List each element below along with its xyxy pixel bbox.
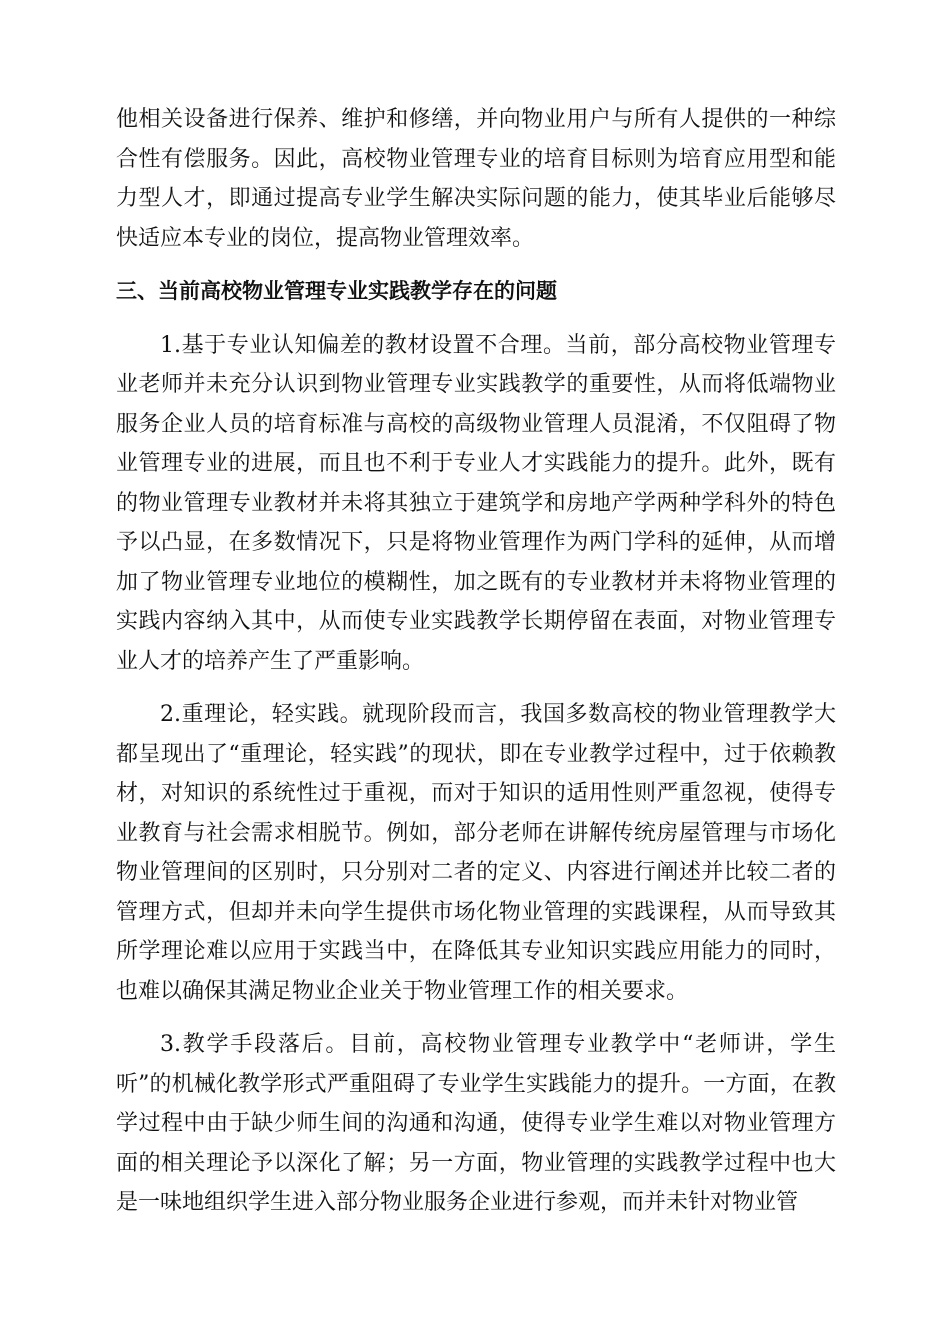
section-heading: 三、当前高校物业管理专业实践教学存在的问题 [116,279,557,303]
document-page [116,100,836,1223]
intro-paragraph: 他相关设备进行保养、维护和修缮，并向物业用户与所有人提供的一种综合性有偿服务。因此，高校物业管理专业的培育目标则为培育应用型和能力型人才，即通过提高专业学生解决实际问题的能力，使其毕业后能够尽快适应本专业的岗位，提高物业管理效率。 [116,107,836,251]
paragraph-1: 1.基于专业认知偏差的教材设置不合理。当前，部分高校物业管理专业老师并未充分认识到物业管理专业实践教学的重要性，从而将低端物业服务企业人员的培育标准与高校的高级物业管理人员混淆，不仅阻碍了物业管理专业的进展，而且也不利于专业人才实践能力的提升。此外，既有的物业管理专业教材并未将其独立于建筑学和房地产学两种学科外的特色予以凸显，在多数情况下，只是将物业管理作为两门学科的延伸，从而增加了物业管理专业地位的模糊性，加之既有的专业教材并未将物业管理的实践内容纳入其中，从而使专业实践教学长期停留在表面，对物业管理专业人才的培养产生了严重影响。 [116,332,836,674]
paragraph-3: 3.教学手段落后。目前，高校物业管理专业教学中“老师讲，学生听”的机械化教学形式严重阻碍了专业学生实践能力的提升。一方面，在教学过程中由于缺少师生间的沟通和沟通，使得专业学生难以对物业管理方面的相关理论予以深化了解；另一方面，物业管理的实践教学过程中也大是一味地组织学生进入部分物业服务企业进行参观，而并未针对物业管 [116,1032,836,1215]
paragraph-2: 2.重理论，轻实践。就现阶段而言，我国多数高校的物业管理教学大都呈现出了“重理论，轻实践”的现状，即在专业教学过程中，过于依赖教材，对知识的系统性过于重视，而对于知识的适用性则严重忽视，使得专业教育与社会需求相脱节。例如，部分老师在讲解传统房屋管理与市场化物业管理间的区别时，只分别对二者的定义、内容进行阐述并比较二者的管理方式，但却并未向学生提供市场化物业管理的实践课程，从而导致其所学理论难以应用于实践当中，在降低其专业知识实践应用能力的同时，也难以确保其满足物业企业关于物业管理工作的相关要求。 [116,702,836,1004]
